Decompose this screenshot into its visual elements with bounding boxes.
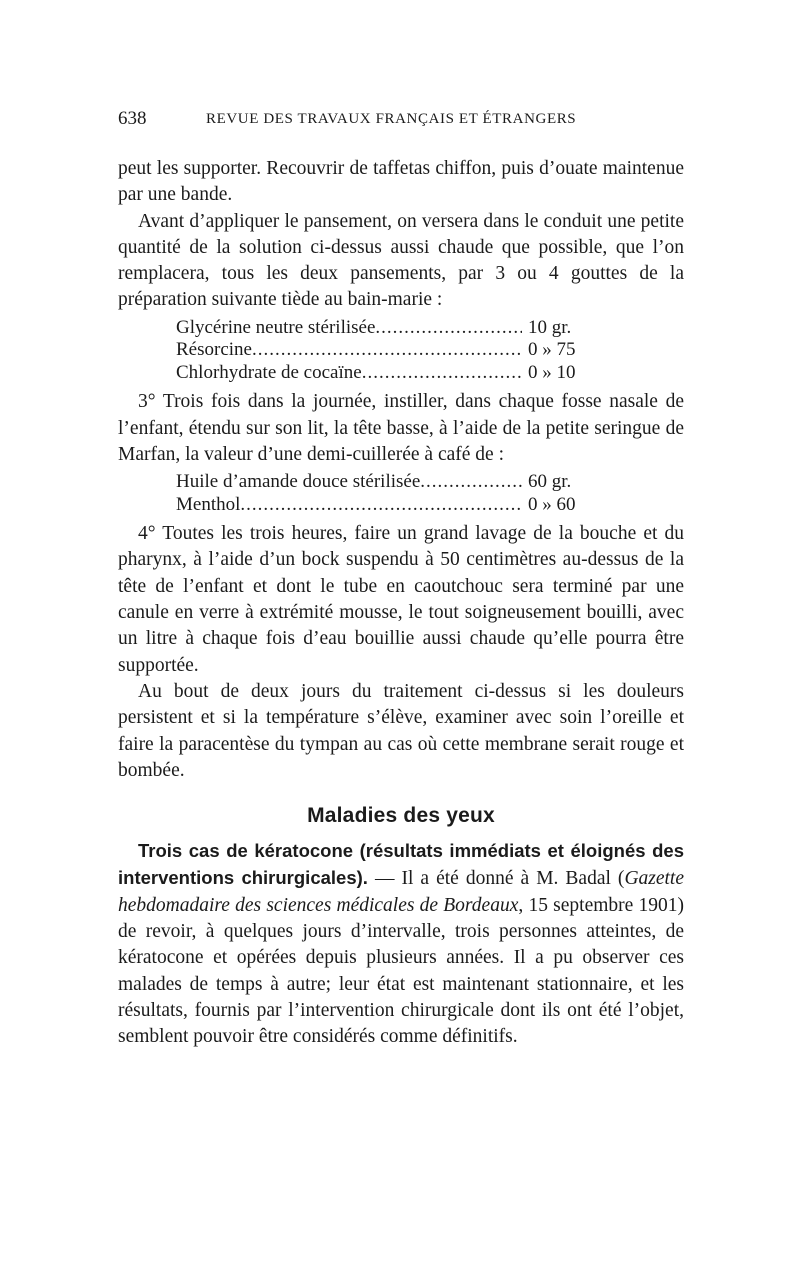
article-citation: Gazette hebdomadaire des sciences médicales de Bordeaux (118, 868, 685, 916)
body-text (118, 156, 684, 1051)
ingredient-name: Chlorhydrate de cocaïne (176, 361, 362, 383)
ingredient-name: Menthol (176, 493, 241, 515)
article-text-b: , 15 septembre 1901) de revoir, à quelques jours d’intervalle, trois personnes atteintes, de kératocone et opérées depuis plusieurs années. Il a pu observer ces malades de temps à autre; leur état est maintenant stationnaire, et les résultats, fournis par l’intervention chirurgicale dont ils ont été l’objet, semblent pouvoir être considérés comme définitifs. (118, 894, 684, 1048)
leader-dots (252, 339, 522, 362)
article-text-a: — Il a été donné à M. Badal ( (367, 868, 625, 890)
paragraph-item-4: 4° Toutes les trois heures, faire un grand lavage de la bouche et du pharynx, à l’aide d’un bock suspendu à 50 centimètres au-dessus de la tête de l’enfant et dont le tube en caoutchouc sera terminé par une canule en verre à extrémité mousse, le tout soigneusement bouilli, avec un litre à chaque fois d’eau bouillie aussi chaude qu’elle pourra être supportée. (118, 523, 684, 676)
leader-dots (240, 494, 522, 517)
recipe-row (176, 494, 626, 517)
recipe-list-1 (176, 317, 626, 385)
leader-dots (420, 471, 522, 494)
recipe-row (176, 317, 626, 340)
ingredient-name: Huile d’amande douce stérilisée (176, 471, 421, 493)
paragraph-continuation: peut les supporter. Recouvrir de taffetas chiffon, puis d’ouate maintenue par une bande. (118, 158, 684, 206)
recipe-row (176, 471, 626, 494)
ingredient-quantity: 0 » 10 (528, 361, 576, 383)
recipe-row (176, 362, 626, 385)
ingredient-quantity: 0 » 60 (528, 493, 576, 515)
section-title: Maladies des yeux (307, 804, 495, 828)
leader-dots (362, 362, 522, 385)
paragraph-avant: Avant d’appliquer le pansement, on versera dans le conduit une petite quantité de la solution ci-dessus aussi chaude que possible, que l’on remplacera, tous les deux pansements, par 3 ou 4 gouttes de la préparation suivante tiède au bain-marie : (118, 210, 684, 311)
leader-dots (375, 317, 522, 340)
ingredient-name: Glycérine neutre stérilisée (176, 316, 376, 338)
ingredient-quantity: 10 gr. (528, 316, 572, 338)
page-number: 638 (118, 108, 147, 129)
running-head (118, 108, 684, 138)
article-heading: Trois cas de kératocone (résultats immédiats et éloignés des interventions chirurgicales). (118, 840, 684, 889)
ingredient-quantity: 60 gr. (528, 471, 572, 493)
ingredient-name: Résorcine (176, 339, 252, 361)
journal-title: REVUE DES TRAVAUX FRANÇAIS ET ÉTRANGERS (206, 111, 577, 127)
recipe-list-2 (176, 471, 626, 516)
book-page (118, 108, 684, 1051)
paragraph-au-bout: Au bout de deux jours du traitement ci-dessus si les douleurs persistent et si la température s’élève, examiner avec soin l’oreille et faire la paracentèse du tympan au cas où cette membrane serait rouge et bombée. (118, 680, 684, 781)
paragraph-item-3: 3° Trois fois dans la journée, instiller, dans chaque fosse nasale de l’enfant, étendu sur son lit, la tête basse, à l’aide de la petite seringue de Marfan, la valeur d’une demi-cuillerée à café de : (118, 391, 684, 465)
article-paragraph (118, 838, 684, 1050)
ingredient-quantity: 0 » 75 (528, 339, 576, 361)
recipe-row (176, 339, 626, 362)
